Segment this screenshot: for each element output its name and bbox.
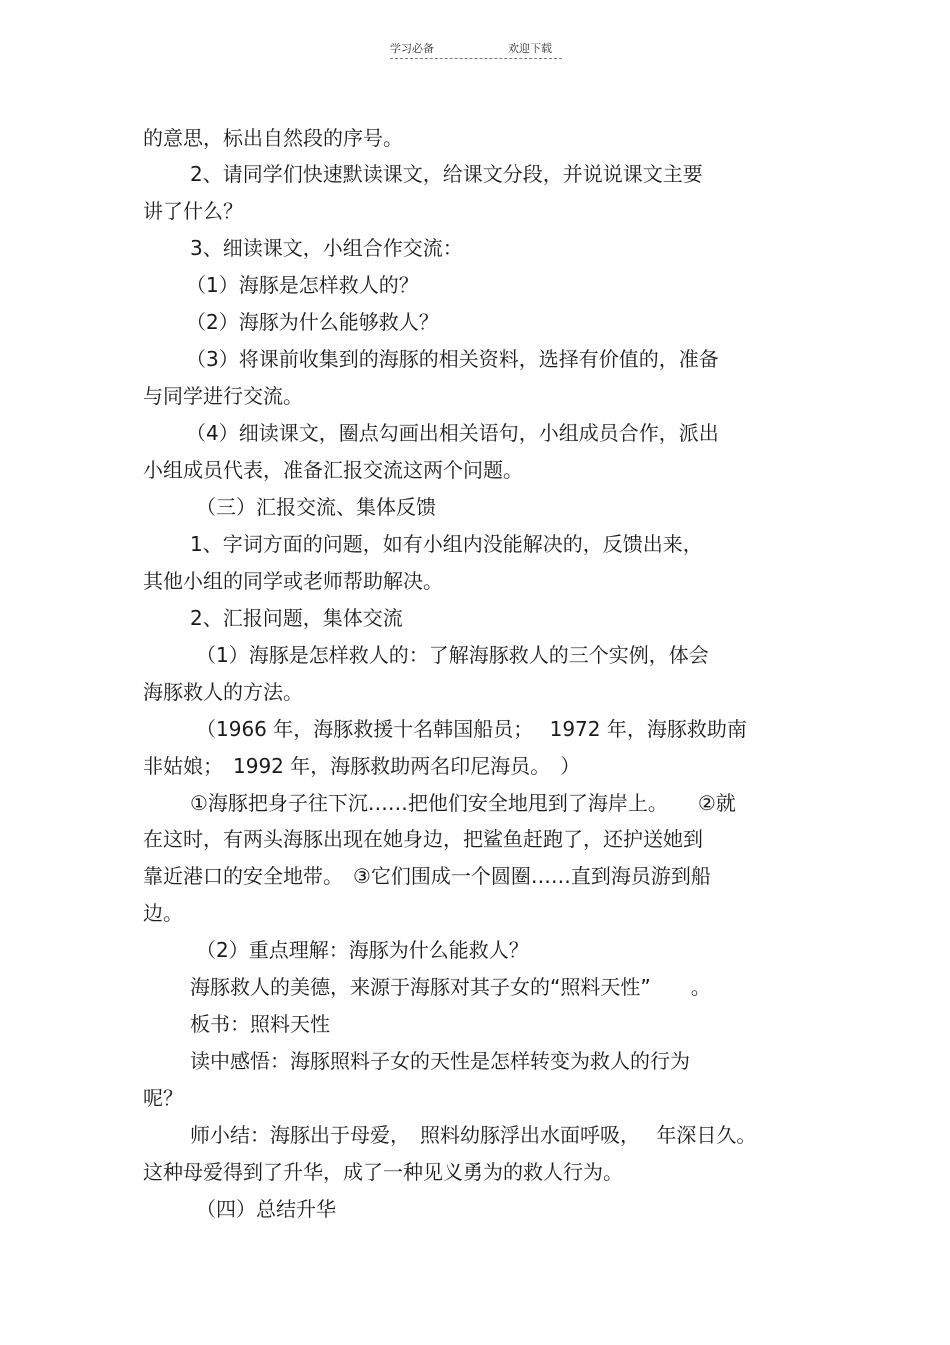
text-line: 小组成员代表，准备汇报交流这两个问题。	[143, 458, 523, 482]
text-line: ①海豚把身子往下沉……把他们安全地甩到了海岸上。 ②就	[190, 791, 736, 815]
text-line: 3、细读课文，小组合作交流：	[190, 236, 463, 260]
text-line: 1、字词方面的问题，如有小组内没能解决的，反馈出来，	[190, 532, 703, 556]
text-line: （1966 年，海豚救援十名韩国船员； 1972 年，海豚救助南	[196, 717, 747, 741]
text-line: （1）海豚是怎样救人的？	[186, 273, 419, 297]
text-line: （3）将课前收集到的海豚的相关资料，选择有价值的，准备	[186, 347, 719, 371]
text-line: 与同学进行交流。	[143, 384, 303, 408]
text-line: 2、汇报问题，集体交流	[190, 606, 403, 630]
text-line: 呢？	[143, 1086, 183, 1110]
text-line: 在这时，有两头海豚出现在她身边，把鲨鱼赶跑了，还护送她到	[143, 827, 703, 851]
text-line: 海豚救人的方法。	[143, 680, 303, 704]
text-line: （2）重点理解：海豚为什么能救人？	[196, 938, 529, 962]
section-heading: （三）汇报交流、集体反馈	[196, 495, 436, 519]
text-line: 海豚救人的美德，来源于海豚对其子女的“照料天性” 。	[190, 975, 711, 999]
text-line: 的意思，标出自然段的序号。	[143, 126, 403, 150]
text-line: 讲了什么？	[143, 199, 243, 223]
text-line: 2、请同学们快速默读课文，给课文分段，并说说课文主要	[190, 162, 703, 186]
text-line: 靠近港口的安全地带。 ③它们围成一个圆圈……直到海员游到船	[143, 864, 711, 888]
text-line: 非姑娘； 1992 年，海豚救助两名印尼海员。 ）	[143, 754, 581, 778]
text-line: 师小结：海豚出于母爱， 照料幼豚浮出水面呼吸， 年深日久。	[190, 1123, 757, 1147]
text-line: （2）海豚为什么能够救人？	[186, 310, 439, 334]
text-line: （4）细读课文，圈点勾画出相关语句，小组成员合作，派出	[186, 421, 719, 445]
header-right-text: 欢迎下载	[508, 42, 552, 55]
text-line: 这种母爱得到了升华，成了一种见义勇为的救人行为。	[143, 1160, 623, 1184]
text-line: 读中感悟：海豚照料子女的天性是怎样转变为救人的行为	[190, 1049, 690, 1073]
header-left-text: 学习必备	[390, 42, 434, 55]
text-line: 板书：照料天性	[190, 1012, 330, 1036]
text-line: 边。	[143, 901, 183, 925]
section-heading: （四）总结升华	[196, 1197, 336, 1221]
page-header	[390, 40, 562, 59]
text-line: 其他小组的同学或老师帮助解决。	[143, 569, 443, 593]
text-line: （1）海豚是怎样救人的：了解海豚救人的三个实例，体会	[196, 643, 709, 667]
